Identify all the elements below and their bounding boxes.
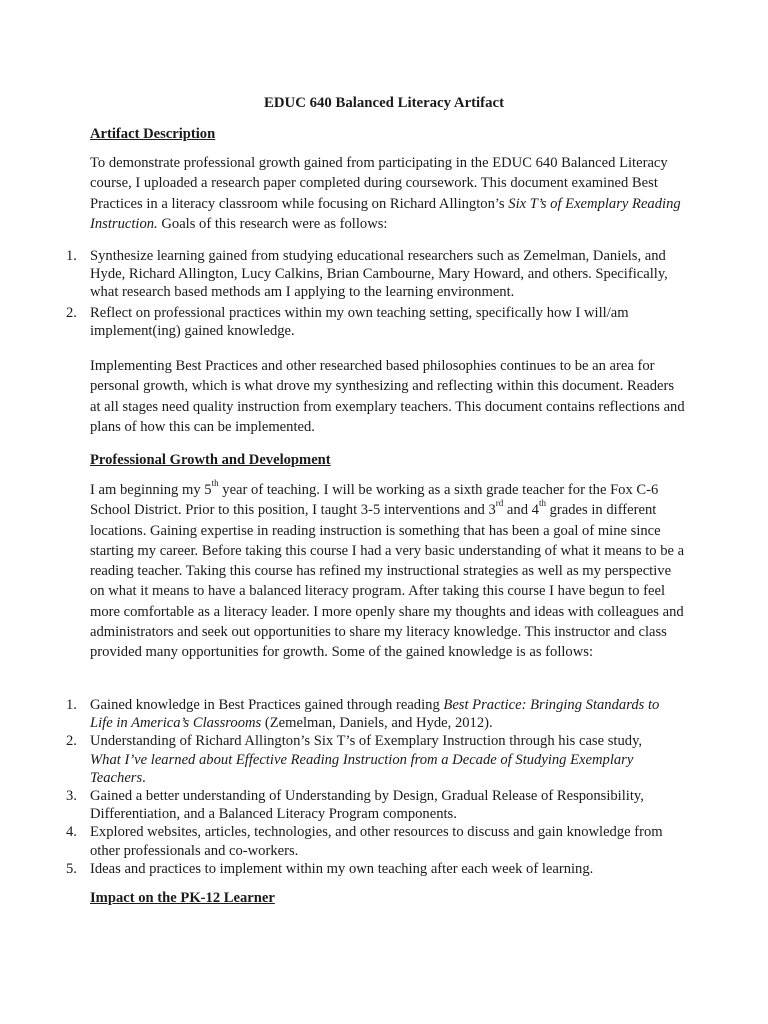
intro-text-2: Goals of this research were as follows: [157,215,388,232]
list-text: Ideas and practices to implement within my own teaching after each week of learning. [90,860,594,877]
intro-book-title: Six T’s of Exemplary Reading Instruction. [90,195,681,232]
list-text [90,696,668,732]
list-item [0,860,690,878]
item-book-title: Best Practice: Bringing Standards to Life in America’s Classrooms [90,697,660,732]
list-number: 2. [66,304,77,321]
artifact-closing-paragraph: Implementing Best Practices and other researched based philosophies continues to be an area for personal growth, which is what drove my synthesizing and reflecting within this document. Readers at all stages need quality instruction from exemplary teachers. This document contains reflections and plans of how this can be implemented. [90,358,685,435]
list-text: Synthesize learning gained from studying educational researchers such as Zemelman, Daniels, and Hyde, Richard Allington, Lucy Calkins, Brian Cambourne, Mary Howard, and others. Specifically, what research based methods am I applying to the learning environment. [90,248,668,301]
list-number: 1. [66,697,77,713]
goals-list [0,247,690,340]
professional-growth-heading: Professional Growth and Development [90,452,331,468]
item-text: Understanding of Richard Allington’s Six T’s of Exemplary Instruction through his case study, [90,733,643,750]
item-book-title: What I’ve learned about Effective Reading Instruction from a Decade of Studying Exemplary Teachers [90,751,634,786]
list-text [90,732,668,787]
list-number: 4. [66,824,77,841]
intro-text-1: To demonstrate professional growth gained from participating in the EDUC 640 Balanced Literacy course, I uploaded a research paper completed during coursework. This document examined Best Practices in a literacy classroom while focusing on Richard Allington’s [90,155,668,212]
superscript: th [538,498,546,509]
item-text: Gained knowledge in Best Practices gained through reading [90,697,444,713]
growth-text-c: and 4 [503,502,539,519]
list-item [0,823,690,859]
document-title: EDUC 640 Balanced Literacy Artifact [264,95,504,111]
list-number: 3. [66,788,77,805]
superscript: rd [495,498,504,509]
list-number: 5. [66,860,77,877]
list-item [0,304,690,340]
professional-growth-paragraph [90,480,686,663]
list-number: 1. [66,248,77,264]
list-item [0,787,690,823]
list-item [0,732,690,787]
growth-text-a: I am beginning my 5 [90,482,212,498]
item-citation: (Zemelman, Daniels, and Hyde, 2012). [261,715,493,732]
superscript: th [211,478,219,489]
list-number: 2. [66,733,77,750]
list-text: Reflect on professional practices within my own teaching setting, specifically how I will/am implement(ing) gained knowledge. [90,304,629,339]
artifact-intro-paragraph [90,153,686,234]
growth-text-d: grades in different locations. Gaining expertise in reading instruction is something that has been a goal of mine since starting my career. Before taking this course I had a very basic understanding of what it means to be a reading teacher. Taking this course has refined my instructional strategies as well as my perspective on what it means to have a balanced literacy program. After taking this course I have begun to feel more comfortable as a literacy leader. I more openly share my thoughts and ideas with colleagues and administrators and seek out opportunities to share my literacy knowledge. This instructor and class provided many opportunities for growth. Some of the gained knowledge is as follows: [90,502,685,661]
list-text: Gained a better understanding of Understanding by Design, Gradual Release of Responsibility, Differentiation, and a Balanced Literacy Program components. [90,788,644,823]
impact-heading: Impact on the PK-12 Learner [90,890,275,906]
growth-text-b: year of teaching. I will be working as a sixth grade teacher for the Fox C-6 School District. Prior to this position, I taught 3-5 interventions and 3 [90,482,659,519]
artifact-description-heading: Artifact Description [90,126,216,142]
list-item [0,247,690,302]
list-item [0,696,690,732]
knowledge-list [0,696,690,878]
item-citation: . [142,769,146,786]
list-text: Explored websites, articles, technologies, and other resources to discuss and gain knowledge from other professionals and co-workers. [90,824,663,859]
